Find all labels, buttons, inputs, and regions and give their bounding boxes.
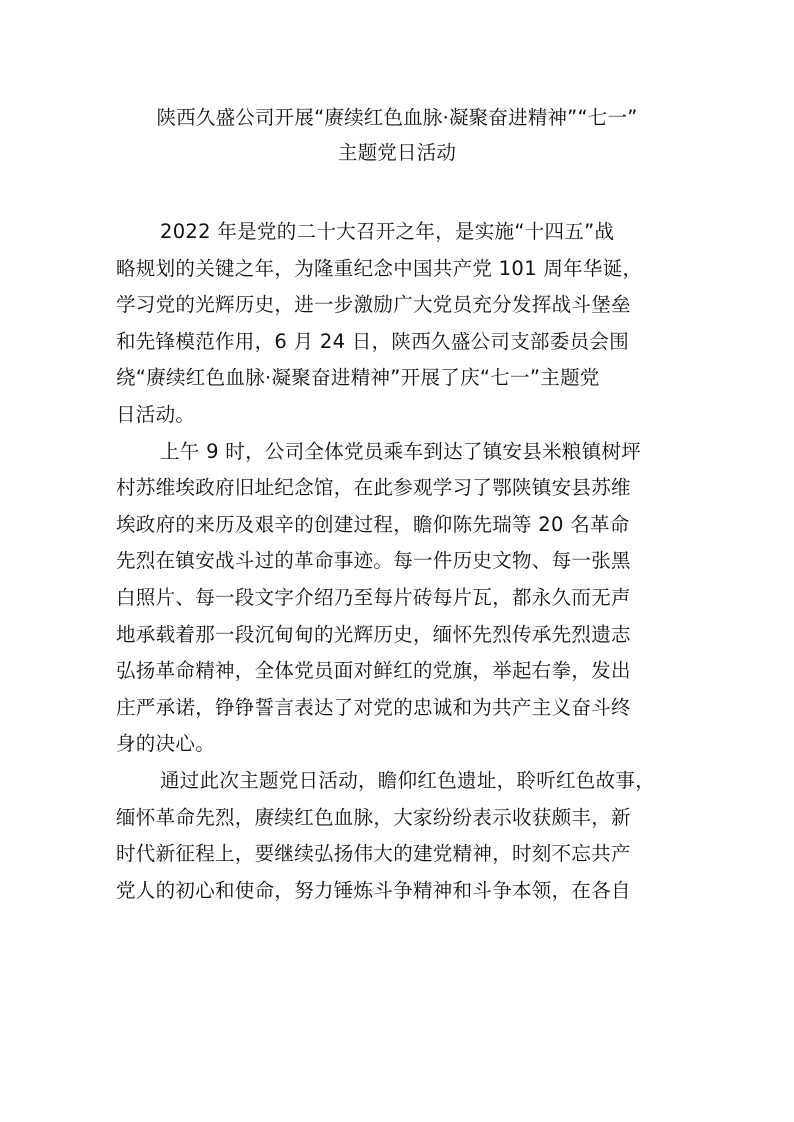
paragraph-line: 和先锋模范作用，6 月 24 日，陕西久盛公司支部委员会围 [116,329,630,353]
paragraph-line: 庄严承诺，铮铮誓言表达了对党的忠诚和为共产主义奋斗终 [116,695,631,719]
paragraph-line: 缅怀革命先烈，赓续红色血脉，大家纷纷表示收获颇丰，新 [116,805,631,829]
paragraph-line: 略规划的关键之年，为隆重纪念中国共产党 101 周年华诞， [116,256,643,280]
document-title [0,100,794,170]
paragraph-line: 学习党的光辉历史，进一步激励广大党员充分发挥战斗堡垒 [116,293,631,317]
paragraph-line: 村苏维埃政府旧址纪念馆，在此参观学习了鄂陕镇安县苏维 [116,476,631,500]
paragraph-line: 埃政府的来历及艰辛的创建过程，瞻仰陈先瑞等 20 名革命 [116,512,630,536]
paragraph-line: 地承载着那一段沉甸甸的光辉历史，缅怀先烈传承先烈遗志 [116,622,631,646]
paragraph-line: 绕“赓续红色血脉·凝聚奋进精神”开展了庆“七一”主题党 [116,366,600,390]
paragraph-line: 白照片、每一段文字介绍乃至每片砖每片瓦，都永久而无声 [116,585,631,609]
paragraph-line: 通过此次主题党日活动，瞻仰红色遗址，聆听红色故事， [160,768,656,792]
paragraph-line: 先烈在镇安战斗过的革命事迹。每一件历史文物、每一张黑 [116,549,631,573]
paragraph-line: 弘扬革命精神，全体党员面对鲜红的党旗，举起右拳，发出 [116,659,631,683]
paragraph-line: 党人的初心和使命，努力锤炼斗争精神和斗争本领，在各自 [116,878,631,902]
document-body [116,214,686,909]
paragraph-line: 日活动。 [116,402,196,426]
paragraph-line: 身的决心。 [116,732,216,756]
title-line: 主题党日活动 [337,141,457,164]
paragraph-line: 时代新征程上，要继续弘扬伟大的建党精神，时刻不忘共产 [116,842,631,866]
paragraph-line: 2022 年是党的二十大召开之年，是实施“十四五”战 [160,220,615,243]
paragraph-line: 上午 9 时，公司全体党员乘车到达了镇安县米粮镇树坪 [160,439,642,463]
title-line: 陕西久盛公司开展“赓续红色血脉·凝聚奋进精神”“七一” [156,106,638,129]
